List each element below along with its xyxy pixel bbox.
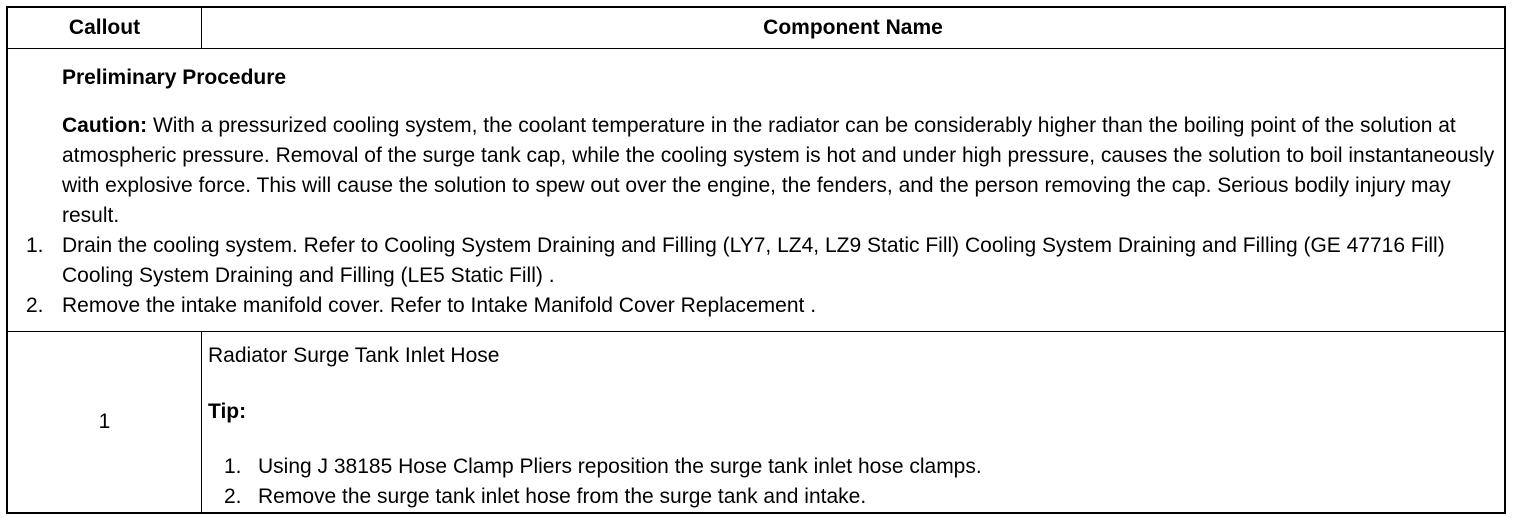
table-row: [8, 332, 1504, 512]
step-number: 1.: [26, 234, 44, 257]
step-text: Remove the surge tank inlet hose from the surge tank and intake.: [258, 485, 867, 508]
preliminary-procedure-title: Preliminary Procedure: [62, 66, 287, 89]
component-name-column-header: Component Name: [763, 16, 943, 39]
list-item: [208, 482, 982, 512]
callout-column-header: Callout: [8, 8, 202, 48]
caution-label: Caution:: [62, 114, 148, 137]
step-number: 1.: [224, 455, 242, 478]
preliminary-steps-list: [8, 231, 1498, 321]
component-table: [6, 6, 1506, 514]
component-name: Radiator Surge Tank Inlet Hose: [208, 344, 500, 367]
list-item: [208, 452, 982, 482]
step-text: Remove the intake manifold cover. Refer to Intake Manifold Cover Replacement .: [62, 294, 817, 317]
preliminary-procedure-row: [8, 49, 1504, 332]
step-number: 2.: [26, 294, 44, 317]
callout-cell: 1: [8, 332, 202, 512]
list-item: [8, 291, 1498, 321]
tip-steps-list: [208, 452, 982, 512]
caution-note: [62, 111, 1502, 231]
step-number: 2.: [224, 485, 242, 508]
caution-text: With a pressurized cooling system, the coolant temperature in the radiator can be considerably higher than the boiling point of the solution at atmospheric pressure. Removal of the surge tank cap, while the cooling system is hot and under high pressure, causes the solution to boil instantaneously with explosive force. This will cause the solution to spew out over the engine, the fenders, and the person removing the cap. Serious bodily injury may result.: [62, 114, 1495, 227]
step-text: Drain the cooling system. Refer to Cooling System Draining and Filling (LY7, LZ4, LZ9 Static Fill) Cooling System Draining and Filling (GE 47716 Fill) Cooling System Draining and Filling (LE5 Static Fill) .: [62, 234, 1445, 287]
table-header-row: [8, 8, 1504, 49]
component-cell: [208, 332, 1504, 512]
step-text: Using J 38185 Hose Clamp Pliers reposition the surge tank inlet hose clamps.: [258, 455, 982, 478]
tip-label: Tip:: [208, 400, 247, 423]
list-item: [8, 231, 1498, 291]
